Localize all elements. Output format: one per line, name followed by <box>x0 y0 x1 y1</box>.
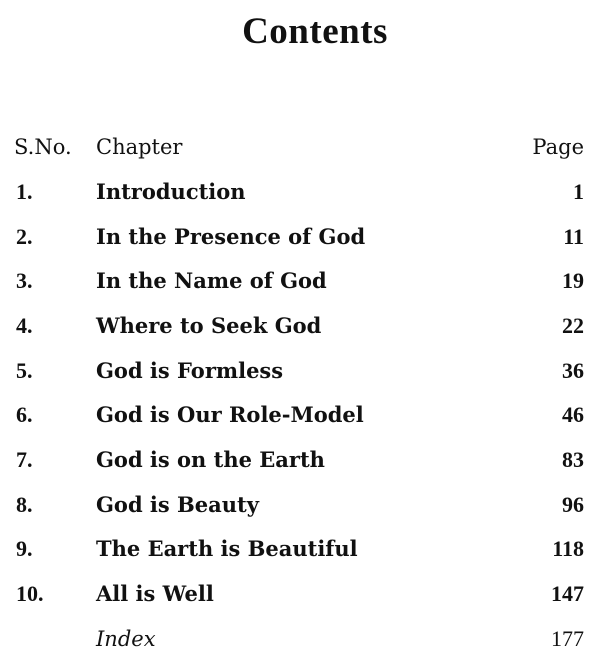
toc-entry-index <box>0 624 600 654</box>
entry-chapter: In the Name of God <box>96 268 327 293</box>
entry-number: 9. <box>16 536 33 561</box>
entry-page: 83 <box>562 447 584 472</box>
page-header: Page <box>532 135 584 159</box>
entry-chapter: God is Our Role-Model <box>96 402 364 427</box>
page-title: Contents <box>242 11 388 52</box>
toc-entry <box>0 400 600 430</box>
entry-page: 19 <box>562 268 584 293</box>
entry-chapter: The Earth is Beautiful <box>96 536 358 561</box>
entry-chapter: All is Well <box>96 581 214 606</box>
entry-chapter: Introduction <box>96 179 246 204</box>
entry-page: 22 <box>562 313 584 338</box>
entry-chapter: God is Beauty <box>96 492 259 517</box>
entry-page: 96 <box>562 492 584 517</box>
entry-number: 4. <box>16 313 33 338</box>
entry-page: 1 <box>573 179 584 204</box>
toc-header-row <box>0 132 600 162</box>
sno-header: S.No. <box>14 135 72 159</box>
toc-entry <box>0 222 600 252</box>
entry-chapter: God is Formless <box>96 358 284 383</box>
entry-page: 147 <box>551 581 584 606</box>
entry-page: 46 <box>562 402 584 427</box>
entry-chapter: God is on the Earth <box>96 447 325 472</box>
toc-entry <box>0 445 600 475</box>
entry-number: 8. <box>16 492 33 517</box>
toc-entry <box>0 177 600 207</box>
entry-number: 3. <box>16 268 33 293</box>
chapter-header: Chapter <box>96 135 183 159</box>
toc-entry <box>0 490 600 520</box>
entry-number: 10. <box>16 581 44 606</box>
entry-page: 11 <box>563 224 584 249</box>
toc-entry <box>0 534 600 564</box>
entry-chapter: Where to Seek God <box>96 313 322 338</box>
entry-page: 36 <box>562 358 584 383</box>
entry-chapter: In the Presence of God <box>96 224 366 249</box>
entry-number: 2. <box>16 224 33 249</box>
entry-number: 6. <box>16 402 33 427</box>
entry-number: 5. <box>16 358 33 383</box>
toc-entry <box>0 579 600 609</box>
entry-number: 7. <box>16 447 33 472</box>
toc-entry <box>0 266 600 296</box>
entry-page: 118 <box>552 536 584 561</box>
toc-entry <box>0 356 600 386</box>
entry-page: 177 <box>551 626 584 651</box>
entry-number: 1. <box>16 179 33 204</box>
entry-chapter: Index <box>96 627 156 651</box>
toc-entry <box>0 311 600 341</box>
